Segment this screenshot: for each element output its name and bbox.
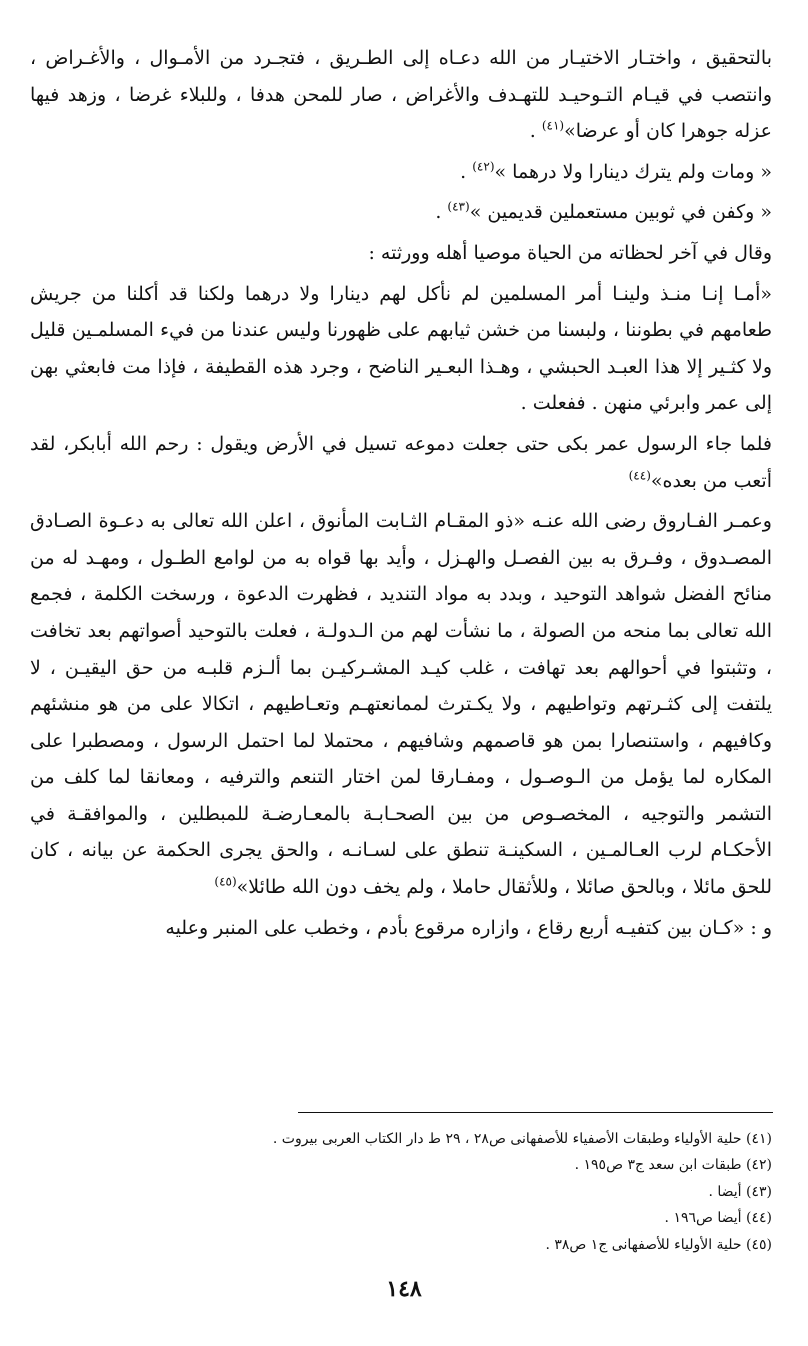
- footnote-42: (٤٢) طبقات ابن سعد ج٣ ص١٩٥ .: [574, 1157, 772, 1174]
- footnote-ref-41[interactable]: (٤١): [541, 118, 565, 133]
- paragraph-4: وقال في آخر لحظاته من الحياة موصيا أهله وورثته :: [368, 241, 772, 264]
- footnote-divider: [298, 1112, 773, 1113]
- paragraph-8: و : «كـان بين كتفيـه أربع رقاع ، وازاره مرقوع بأدم ، وخطب على المنبر وعليه: [165, 916, 772, 939]
- footnotes: [30, 1126, 772, 1258]
- paragraph-1-end: .: [529, 120, 542, 143]
- paragraph-3-text: « وكفن في ثوبين مستعملين قديمين »: [469, 201, 772, 224]
- paragraph-7-text: وعمـر الفـاروق رضى الله عنـه «ذو المقـام الثـابت المأنوق ، اعلن الله تعالى به دعـوة الصـادق المصـدوق ، وفـرق به بين الفصـل والهـزل ، وأيد بها قواه به من لوامع الطـول ، ومهـد له من منائح الفضل شواهد التوحيد ، وبدد به مواد التنديد ، فظهرت الدعوة ، ورسخت الكلمة ، فجمع الله تعالى بما منحه من الصولة ، ما نشأت لهم من الـدولـة ، فعلت بالتوحيد أصواتهم بعد تخافت ، وتثبتوا في أحوالهم بعد تهافت ، غلب كيـد المشـركيـن بما ألـزم قلبـه من حق اليقيـن ، لا يلتفت إلى كثـرتهم وتواطيهم ، ولا يكـترث لممانعتهـم وتعـاطيهم ، اتكالا على من هو منشئهم وكافيهم ، واستنصارا بمن هو قاصمهم وشافيهم ، محتملا لما احتمل الرسول ، ومصطبرا على المكاره لما يؤمل من الـوصـول ، ومفـارقا لمن اختار التنعم والترفيه ، ومعانقا لما كلف من التشمر والتوجيه ، المخصـوص من بين الصحـابـة بالمعـارضـة للمبطلين ، والموافقـة في الأحكـام لرب العـالمـين ، السكينـة تنطق على لسـانـه ، والحق يجرى الحكمة عن بيانه ، كان للحق مائلا ، وبالحق صائلا ، وللأثقال حاملا ، ولم يخف دون الله طائلا»: [30, 510, 772, 899]
- paragraph-7: [30, 503, 772, 906]
- footnote-ref-43[interactable]: (٤٣): [447, 200, 470, 215]
- paragraph-1: [30, 40, 772, 150]
- footnote-41: (٤١) حلية الأولياء وطبقات الأصفياء للأصفهانى ص٢٨ ، ٢٩ ط دار الكتاب العربى بيروت .: [272, 1131, 772, 1147]
- footnote-43: (٤٣) أيضا .: [708, 1183, 772, 1200]
- paragraph-2: [30, 154, 772, 191]
- footnote-ref-44[interactable]: (٤٤): [628, 468, 651, 483]
- paragraph-3-end: .: [435, 201, 448, 224]
- main-text: [30, 40, 772, 946]
- footnote-45: (٤٥) حلية الأولياء للأصفهانى ج١ ص٣٨ .: [545, 1236, 772, 1253]
- paragraph-2-text: « ومات ولم يترك دينارا ولا درهما »: [494, 160, 772, 183]
- page-number: ١٤٨: [386, 1276, 422, 1302]
- footnote-44: (٤٤) أيضا ص١٩٦ .: [664, 1210, 772, 1227]
- paragraph-3: [30, 194, 772, 231]
- paragraph-6: [30, 426, 772, 499]
- footnote-ref-45[interactable]: (٤٥): [214, 874, 237, 889]
- paragraph-5: «أمـا إنـا منـذ ولينـا أمر المسلمين لم نأكل لهم دينارا ولا درهما ولكنا قد أكلنا من جريش طعامهم في بطوننا ، ولبسنا من خشن ثيابهم على ظهورنا وليس عندنا من فيء المسلمـين قليل ولا كثـير إلا هذا العبـد الحبشي ، وهـذا البعـير الناضح ، وجرد هذه القطيفة ، فإذا مت فابعثي بهن إلى عمر وابرئي منهن . ففعلت .: [30, 282, 772, 415]
- paragraph-2-end: .: [460, 160, 473, 183]
- paragraph-1-text: بالتحقيق ، واختـار الاختيـار من الله دعـاه إلى الطـريق ، فتجـرد من الأمـوال ، والأغـراض ، وانتصب في قيـام التـوحيـد للتهـدف والأغراض ، صار للمحن هدفا ، وللبلاء غرضا ، وزهد فيها عزله جوهرا كان أو عرضا»: [30, 47, 772, 143]
- footnote-ref-42[interactable]: (٤٢): [472, 159, 495, 174]
- paragraph-6-text: فلما جاء الرسول عمر بكى حتى جعلت دموعه تسيل في الأرض ويقول : رحم الله أبابكر، لقد أتعب من بعده»: [30, 432, 772, 492]
